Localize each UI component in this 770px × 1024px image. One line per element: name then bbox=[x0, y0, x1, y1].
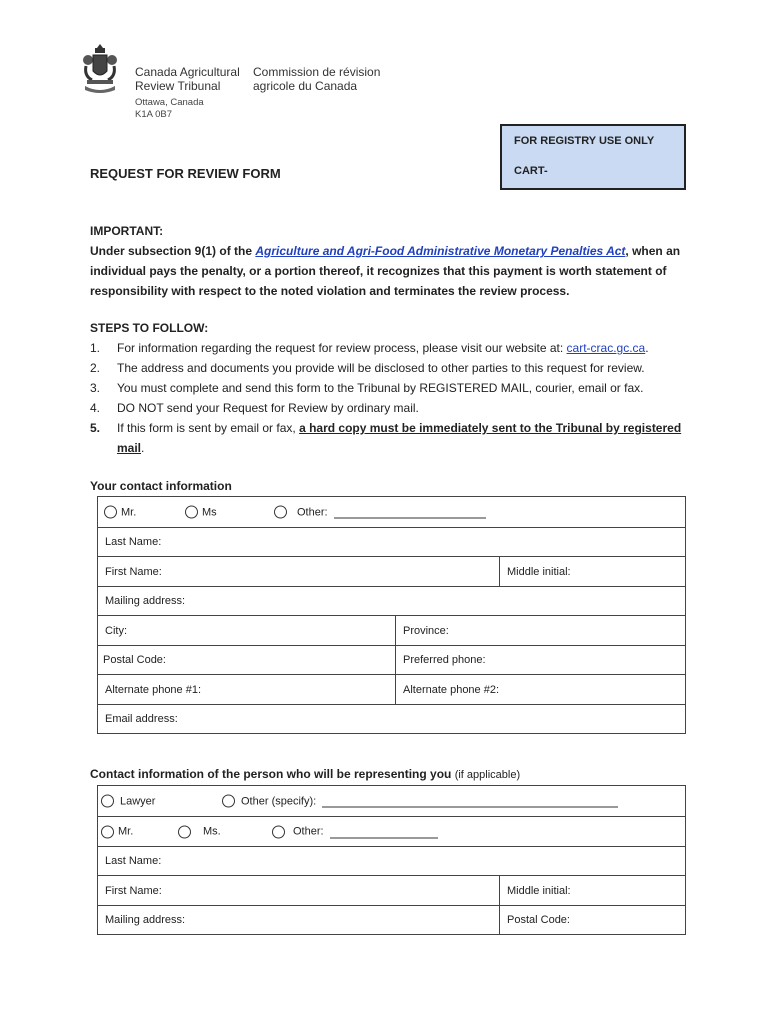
step-end: . bbox=[645, 341, 649, 355]
alternate-phone-1-label: Alternate phone #1: bbox=[105, 683, 202, 696]
website-link[interactable]: cart-crac.gc.ca bbox=[566, 341, 646, 355]
rep-other-label: Other: bbox=[293, 825, 324, 838]
step-text: The address and documents you provide will be disclosed to other parties to this request for review. bbox=[117, 361, 645, 375]
alternate-phone-row bbox=[98, 674, 685, 704]
step-end: . bbox=[141, 441, 145, 455]
rep-last-name-field[interactable] bbox=[98, 847, 685, 875]
organization-name-english bbox=[135, 65, 240, 93]
step-number: 2. bbox=[90, 361, 101, 375]
preferred-phone-label: Preferred phone: bbox=[403, 654, 486, 666]
step-1 bbox=[90, 338, 690, 358]
city-label: City: bbox=[105, 624, 127, 637]
rep-ms-label: Ms. bbox=[203, 825, 221, 838]
other-specify-option[interactable] bbox=[222, 795, 618, 808]
email-row[interactable] bbox=[98, 704, 685, 733]
representative-table bbox=[97, 785, 686, 935]
step-3 bbox=[90, 378, 690, 398]
rep-ms-option[interactable] bbox=[178, 825, 221, 838]
radio-circle-icon[interactable] bbox=[185, 506, 198, 519]
middle-initial-label: Middle initial: bbox=[507, 565, 571, 578]
radio-circle-icon[interactable] bbox=[274, 506, 287, 519]
representative-type-row bbox=[98, 786, 685, 816]
mailing-address-field[interactable] bbox=[98, 587, 685, 615]
postal-code-field[interactable] bbox=[98, 646, 395, 674]
radio-circle-icon[interactable] bbox=[178, 825, 191, 838]
rep-mailing-address-field[interactable] bbox=[98, 906, 499, 934]
postal-code-label: Postal Code: bbox=[103, 654, 166, 666]
step-number: 4. bbox=[90, 401, 101, 415]
email-field[interactable] bbox=[98, 705, 685, 733]
contact-section-title: Your contact information bbox=[90, 479, 232, 493]
first-name-field[interactable] bbox=[98, 557, 499, 586]
rep-first-name-row bbox=[98, 875, 685, 905]
other-specify-label: Other (specify): bbox=[241, 795, 317, 807]
last-name-field[interactable] bbox=[98, 528, 685, 556]
ms-label: Ms bbox=[202, 506, 217, 518]
address-line2: K1A 0B7 bbox=[135, 109, 172, 120]
org-fr-line2: agricole du Canada bbox=[253, 79, 358, 93]
rep-mailing-row bbox=[98, 905, 685, 934]
rep-mr-option[interactable] bbox=[101, 825, 133, 838]
preferred-phone-field[interactable] bbox=[395, 646, 685, 674]
lawyer-label: Lawyer bbox=[120, 795, 156, 807]
step-2 bbox=[90, 358, 690, 378]
rep-mailing-address-label: Mailing address: bbox=[105, 914, 186, 926]
important-text-after: , when an individual pays the penalty, or a portion thereof, it recognizes that this payment is worth statement of responsibility with respect to the noted violation and terminates the review process. bbox=[90, 244, 681, 298]
radio-circle-icon[interactable] bbox=[104, 506, 117, 519]
step-number: 3. bbox=[90, 381, 101, 395]
important-notice bbox=[90, 221, 690, 301]
important-text-before: Under subsection 9(1) of the bbox=[90, 244, 256, 258]
important-text bbox=[90, 241, 690, 301]
representative-section-title bbox=[90, 767, 520, 781]
registry-label: FOR REGISTRY USE ONLY bbox=[514, 135, 655, 147]
radio-circle-icon[interactable] bbox=[272, 825, 285, 838]
lawyer-option[interactable] bbox=[101, 795, 155, 808]
cart-number-label: CART- bbox=[514, 165, 548, 177]
rep-middle-initial-label: Middle initial: bbox=[507, 884, 571, 897]
ms-option[interactable] bbox=[185, 506, 217, 519]
rep-middle-initial-field[interactable] bbox=[499, 876, 685, 905]
last-name-label: Last Name: bbox=[105, 536, 162, 548]
org-en-line1: Canada Agricultural bbox=[135, 65, 240, 79]
registry-use-box bbox=[500, 124, 686, 190]
steps-to-follow bbox=[90, 318, 690, 458]
steps-heading: STEPS TO FOLLOW: bbox=[90, 321, 209, 335]
step-4 bbox=[90, 398, 690, 418]
rep-last-name-row[interactable] bbox=[98, 846, 685, 875]
step-text: If this form is sent by email or fax, bbox=[117, 421, 300, 435]
rep-last-name-label: Last Name: bbox=[105, 855, 162, 867]
alternate-phone-1-field[interactable] bbox=[98, 675, 395, 704]
rep-first-name-label: First Name: bbox=[105, 884, 162, 897]
representative-title-note: (if applicable) bbox=[454, 769, 521, 781]
first-name-row bbox=[98, 556, 685, 586]
province-label: Province: bbox=[403, 624, 449, 637]
mr-option[interactable] bbox=[104, 506, 136, 519]
step-emphasis: a hard copy must be immediately sent to the Tribunal by registered mail bbox=[117, 421, 682, 455]
mr-label: Mr. bbox=[121, 506, 137, 518]
first-name-label: First Name: bbox=[105, 565, 162, 578]
contact-table bbox=[97, 496, 686, 734]
postal-phone-row bbox=[98, 645, 685, 674]
address-line1: Ottawa, Canada bbox=[135, 97, 204, 108]
rep-postal-code-label: Postal Code: bbox=[507, 914, 570, 926]
rep-other-text-field[interactable] bbox=[330, 825, 438, 838]
org-fr-line1: Commission de révision bbox=[253, 65, 381, 79]
other-label: Other: bbox=[297, 506, 328, 518]
mailing-address-label: Mailing address: bbox=[105, 595, 186, 607]
rep-salutation-row bbox=[98, 816, 685, 846]
radio-circle-icon[interactable] bbox=[101, 825, 114, 838]
email-label: Email address: bbox=[105, 713, 178, 725]
act-link[interactable]: Agriculture and Agri-Food Administrative Monetary Penalties Act bbox=[255, 244, 626, 258]
important-heading: IMPORTANT: bbox=[90, 224, 164, 238]
other-option[interactable] bbox=[274, 506, 486, 519]
organization-address bbox=[135, 97, 204, 121]
rep-mr-label: Mr. bbox=[118, 825, 134, 838]
middle-initial-field[interactable] bbox=[499, 557, 685, 586]
step-text: You must complete and send this form to the Tribunal by REGISTERED MAIL, courier, email or fax. bbox=[117, 381, 644, 395]
step-5 bbox=[90, 418, 690, 458]
step-text: For information regarding the request for review process, please visit our website at: bbox=[117, 341, 567, 355]
city-province-row bbox=[98, 615, 685, 645]
city-field[interactable] bbox=[98, 616, 395, 645]
representative-title-text: Contact information of the person who will be representing you bbox=[90, 767, 452, 781]
step-number: 5. bbox=[90, 421, 101, 435]
province-field[interactable] bbox=[395, 616, 685, 645]
mailing-address-row[interactable] bbox=[98, 586, 685, 615]
organization-name-french bbox=[253, 65, 380, 93]
salutation-row bbox=[98, 497, 685, 527]
rep-other-option[interactable] bbox=[272, 825, 438, 838]
rep-first-name-field[interactable] bbox=[98, 876, 499, 905]
other-specify-text-field[interactable] bbox=[322, 795, 618, 808]
org-en-line2: Review Tribunal bbox=[135, 79, 221, 93]
other-text-field[interactable] bbox=[334, 506, 486, 519]
form-title: REQUEST FOR REVIEW FORM bbox=[90, 166, 281, 181]
canada-coat-of-arms-icon bbox=[82, 42, 118, 96]
radio-circle-icon[interactable] bbox=[101, 795, 114, 808]
rep-postal-code-field[interactable] bbox=[499, 906, 685, 934]
step-number: 1. bbox=[90, 341, 101, 355]
radio-circle-icon[interactable] bbox=[222, 795, 235, 808]
last-name-row[interactable] bbox=[98, 527, 685, 556]
alternate-phone-2-label: Alternate phone #2: bbox=[403, 683, 500, 696]
step-text: DO NOT send your Request for Review by ordinary mail. bbox=[117, 401, 419, 415]
alternate-phone-2-field[interactable] bbox=[395, 675, 685, 704]
